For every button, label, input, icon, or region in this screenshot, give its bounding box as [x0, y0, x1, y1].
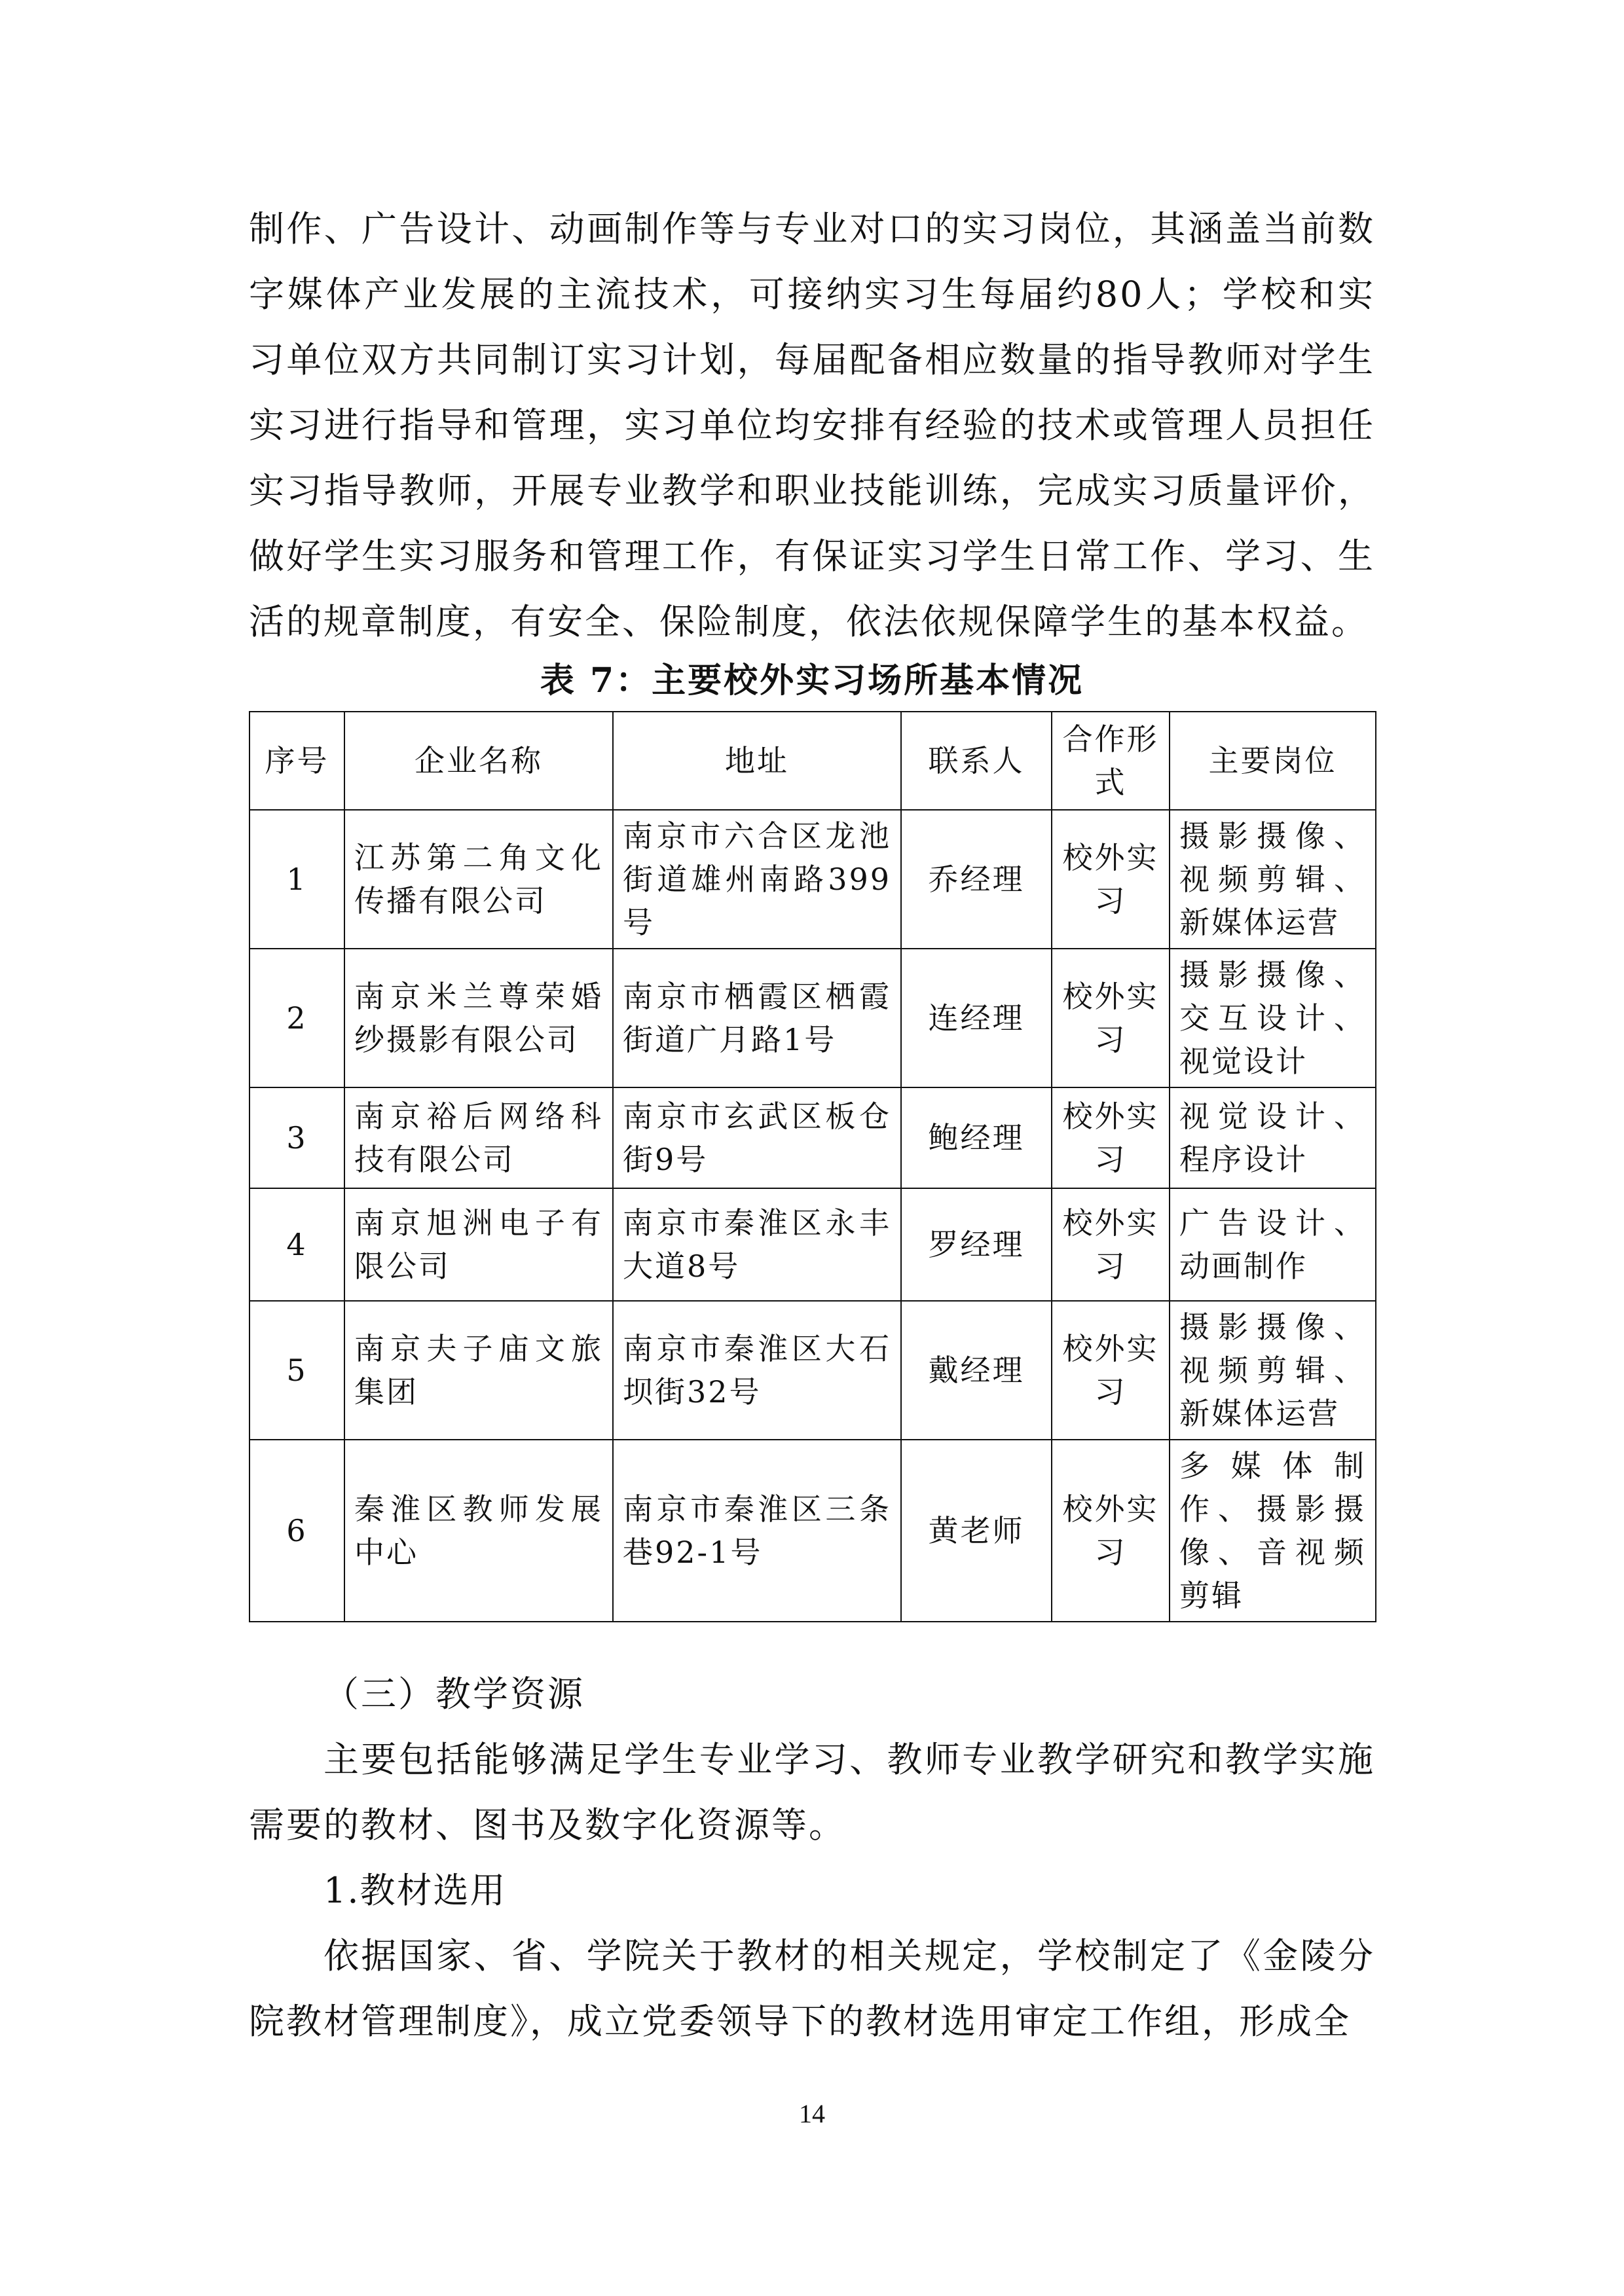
- cell-company-name: 南京米兰尊荣婚纱摄影有限公司: [344, 949, 613, 1087]
- cell-cooperation-form: 校外实习: [1052, 1087, 1170, 1188]
- cell-address: 南京市秦淮区永丰大道8号: [613, 1188, 901, 1301]
- table-header-row: [249, 712, 1376, 810]
- table-row: [249, 810, 1376, 949]
- table-row: [249, 1087, 1376, 1188]
- cell-address: 南京市栖霞区栖霞街道广月路1号: [613, 949, 901, 1087]
- cell-main-positions: 广告设计、动画制作: [1170, 1188, 1376, 1301]
- cell-main-positions: 多媒体制作、摄影摄像、音视频剪辑: [1170, 1440, 1376, 1622]
- cell-contact: 鲍经理: [901, 1087, 1052, 1188]
- cell-contact: 罗经理: [901, 1188, 1052, 1301]
- cell-index: 5: [249, 1301, 344, 1440]
- section-intro-paragraph: 主要包括能够满足学生专业学习、教师专业教学研究和教学实施需要的教材、图书及数字化资源等。: [249, 1739, 1375, 1846]
- cell-company-name: 南京夫子庙文旅集团: [344, 1301, 613, 1440]
- table-row: [249, 1301, 1376, 1440]
- header-contact: 联系人: [901, 712, 1052, 810]
- document-page: [249, 196, 1375, 2054]
- header-address: 地址: [613, 712, 901, 810]
- page-number: 14: [799, 2099, 825, 2128]
- internship-sites-table: [249, 711, 1376, 1622]
- cell-cooperation-form: 校外实习: [1052, 810, 1170, 949]
- table-row: [249, 1188, 1376, 1301]
- cell-address: 南京市秦淮区三条巷92-1号: [613, 1440, 901, 1622]
- cell-contact: 连经理: [901, 949, 1052, 1087]
- cell-main-positions: 摄影摄像、交互设计、视觉设计: [1170, 949, 1376, 1087]
- cell-index: 4: [249, 1188, 344, 1301]
- cell-cooperation-form: 校外实习: [1052, 1301, 1170, 1440]
- cell-contact: 黄老师: [901, 1440, 1052, 1622]
- cell-address: 南京市六合区龙池街道雄州南路399号: [613, 810, 901, 949]
- cell-contact: 戴经理: [901, 1301, 1052, 1440]
- cell-company-name: 江苏第二角文化传播有限公司: [344, 810, 613, 949]
- header-main-positions: 主要岗位: [1170, 712, 1376, 810]
- cell-main-positions: 摄影摄像、视频剪辑、新媒体运营: [1170, 810, 1376, 949]
- header-cooperation-form: 合作形式: [1052, 712, 1170, 810]
- cell-address: 南京市玄武区板仓街9号: [613, 1087, 901, 1188]
- cell-company-name: 南京裕后网络科技有限公司: [344, 1087, 613, 1188]
- cell-index: 1: [249, 810, 344, 949]
- cell-main-positions: 视觉设计、程序设计: [1170, 1087, 1376, 1188]
- table-caption: 表 7：主要校外实习场所基本情况: [540, 661, 1084, 701]
- cell-index: 6: [249, 1440, 344, 1622]
- header-company-name: 企业名称: [344, 712, 613, 810]
- cell-main-positions: 摄影摄像、视频剪辑、新媒体运营: [1170, 1301, 1376, 1440]
- table-row: [249, 949, 1376, 1087]
- cell-cooperation-form: 校外实习: [1052, 1188, 1170, 1301]
- cell-address: 南京市秦淮区大石坝街32号: [613, 1301, 901, 1440]
- table-row: [249, 1440, 1376, 1622]
- subsection-paragraph: 依据国家、省、学院关于教材的相关规定，学校制定了《金陵分院教材管理制度》，成立党委领导下的教材选用审定工作组，形成全: [249, 1935, 1375, 2042]
- cell-index: 2: [249, 949, 344, 1087]
- cell-company-name: 秦淮区教师发展中心: [344, 1440, 613, 1622]
- cell-cooperation-form: 校外实习: [1052, 1440, 1170, 1622]
- cell-index: 3: [249, 1087, 344, 1188]
- cell-company-name: 南京旭洲电子有限公司: [344, 1188, 613, 1301]
- header-index: 序号: [249, 712, 344, 810]
- intro-paragraph: 制作、广告设计、动画制作等与专业对口的实习岗位，其涵盖当前数字媒体产业发展的主流技术，可接纳实习生每届约80人；学校和实习单位双方共同制订实习计划，每届配备相应数量的指导教师对学生实习进行指导和管理，实习单位均安排有经验的技术或管理人员担任实习指导教师，开展专业教学和职业技能训练，完成实习质量评价，做好学生实习服务和管理工作，有保证实习学生日常工作、学习、生活的规章制度，有安全、保险制度，依法依规保障学生的基本权益。: [249, 208, 1375, 642]
- cell-contact: 乔经理: [901, 810, 1052, 949]
- cell-cooperation-form: 校外实习: [1052, 949, 1170, 1087]
- section-heading: （三）教学资源: [323, 1673, 585, 1715]
- subsection-heading: 1.教材选用: [323, 1870, 507, 1911]
